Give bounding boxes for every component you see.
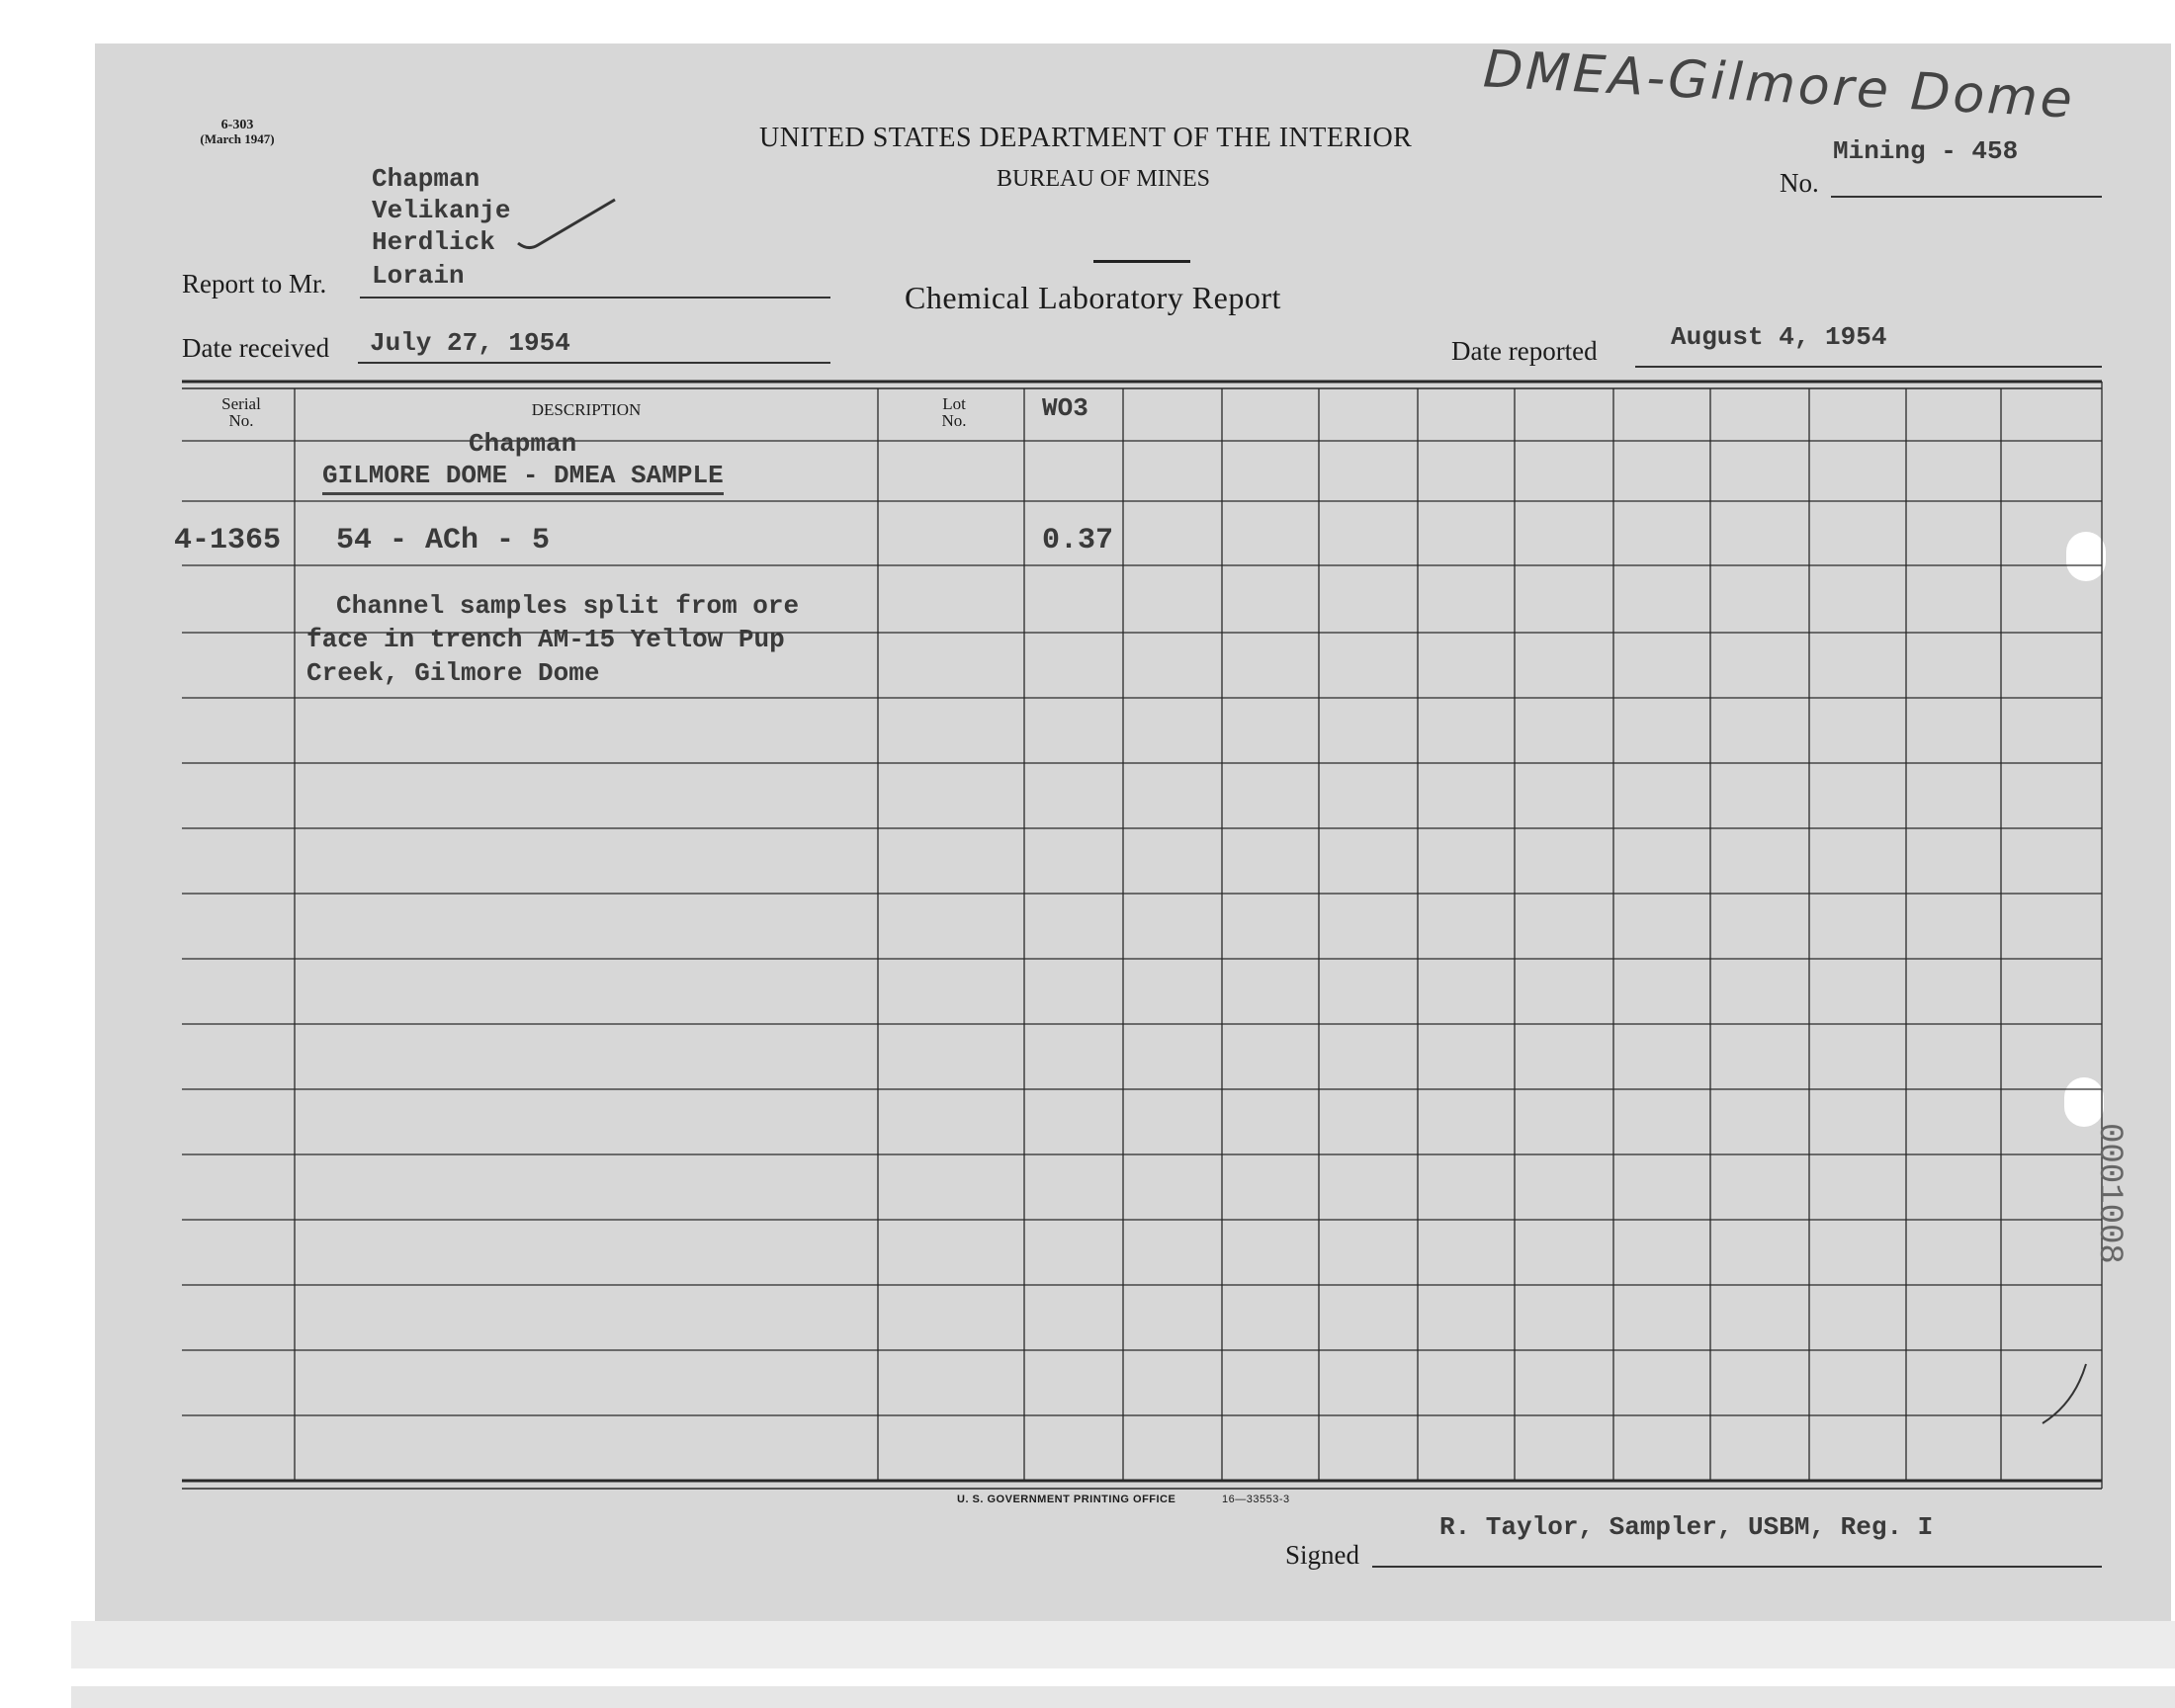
serial-header-line: Serial xyxy=(221,394,261,413)
report-to-name: Chapman xyxy=(372,164,480,194)
number-label: No. xyxy=(1780,168,1819,198)
wo3-column-header: WO3 xyxy=(1042,393,1088,423)
signed-line xyxy=(1372,1566,2102,1568)
signature-value: R. Taylor, Sampler, USBM, Reg. I xyxy=(1439,1512,1934,1542)
date-received-value: July 27, 1954 xyxy=(370,328,570,358)
lot-header-line: Lot xyxy=(942,394,966,413)
printing-office-imprint: U. S. GOVERNMENT PRINTING OFFICE xyxy=(957,1494,1176,1505)
bureau-heading: BUREAU OF MINES xyxy=(997,166,1211,192)
date-reported-value: August 4, 1954 xyxy=(1671,322,1887,352)
form-code-date: (March 1947) xyxy=(200,131,275,146)
form-code-number: 6-303 xyxy=(220,118,254,132)
report-to-name: Lorain xyxy=(372,261,465,291)
report-to-label: Report to Mr. xyxy=(182,269,327,299)
handwritten-note: DMEA-Gilmore Dome xyxy=(1481,40,2077,130)
lot-header-line: No. xyxy=(941,411,967,430)
report-to-name: Herdlick xyxy=(372,227,495,257)
wo3-value: 0.37 xyxy=(1042,524,1114,557)
serial-column-header xyxy=(202,395,281,429)
sample-heading-name: Chapman xyxy=(469,429,577,459)
sample-note-line: face in trench AM-15 Yellow Pup xyxy=(306,625,785,654)
lot-column-header xyxy=(919,395,989,429)
printing-office-code: 16—33553-3 xyxy=(1222,1494,1290,1505)
serial-header-line: No. xyxy=(228,411,254,430)
sample-note-line: Channel samples split from ore xyxy=(336,591,800,621)
report-to-name: Velikanje xyxy=(372,196,511,225)
archive-stamp-number: 0001008 xyxy=(2090,1123,2128,1264)
number-value: Mining - 458 xyxy=(1833,136,2019,166)
report-title: Chemical Laboratory Report xyxy=(905,280,1281,315)
signed-label: Signed xyxy=(1285,1540,1360,1570)
description-column-header: DESCRIPTION xyxy=(531,400,642,419)
date-reported-label: Date reported xyxy=(1451,336,1598,366)
department-heading: UNITED STATES DEPARTMENT OF THE INTERIOR xyxy=(759,123,1413,153)
date-received-label: Date received xyxy=(182,333,330,363)
sample-heading: GILMORE DOME - DMEA SAMPLE xyxy=(322,461,724,495)
sample-note-line: Creek, Gilmore Dome xyxy=(306,658,600,688)
sample-description: 54 - ACh - 5 xyxy=(336,524,551,557)
serial-number: 4-1365 xyxy=(174,524,282,557)
